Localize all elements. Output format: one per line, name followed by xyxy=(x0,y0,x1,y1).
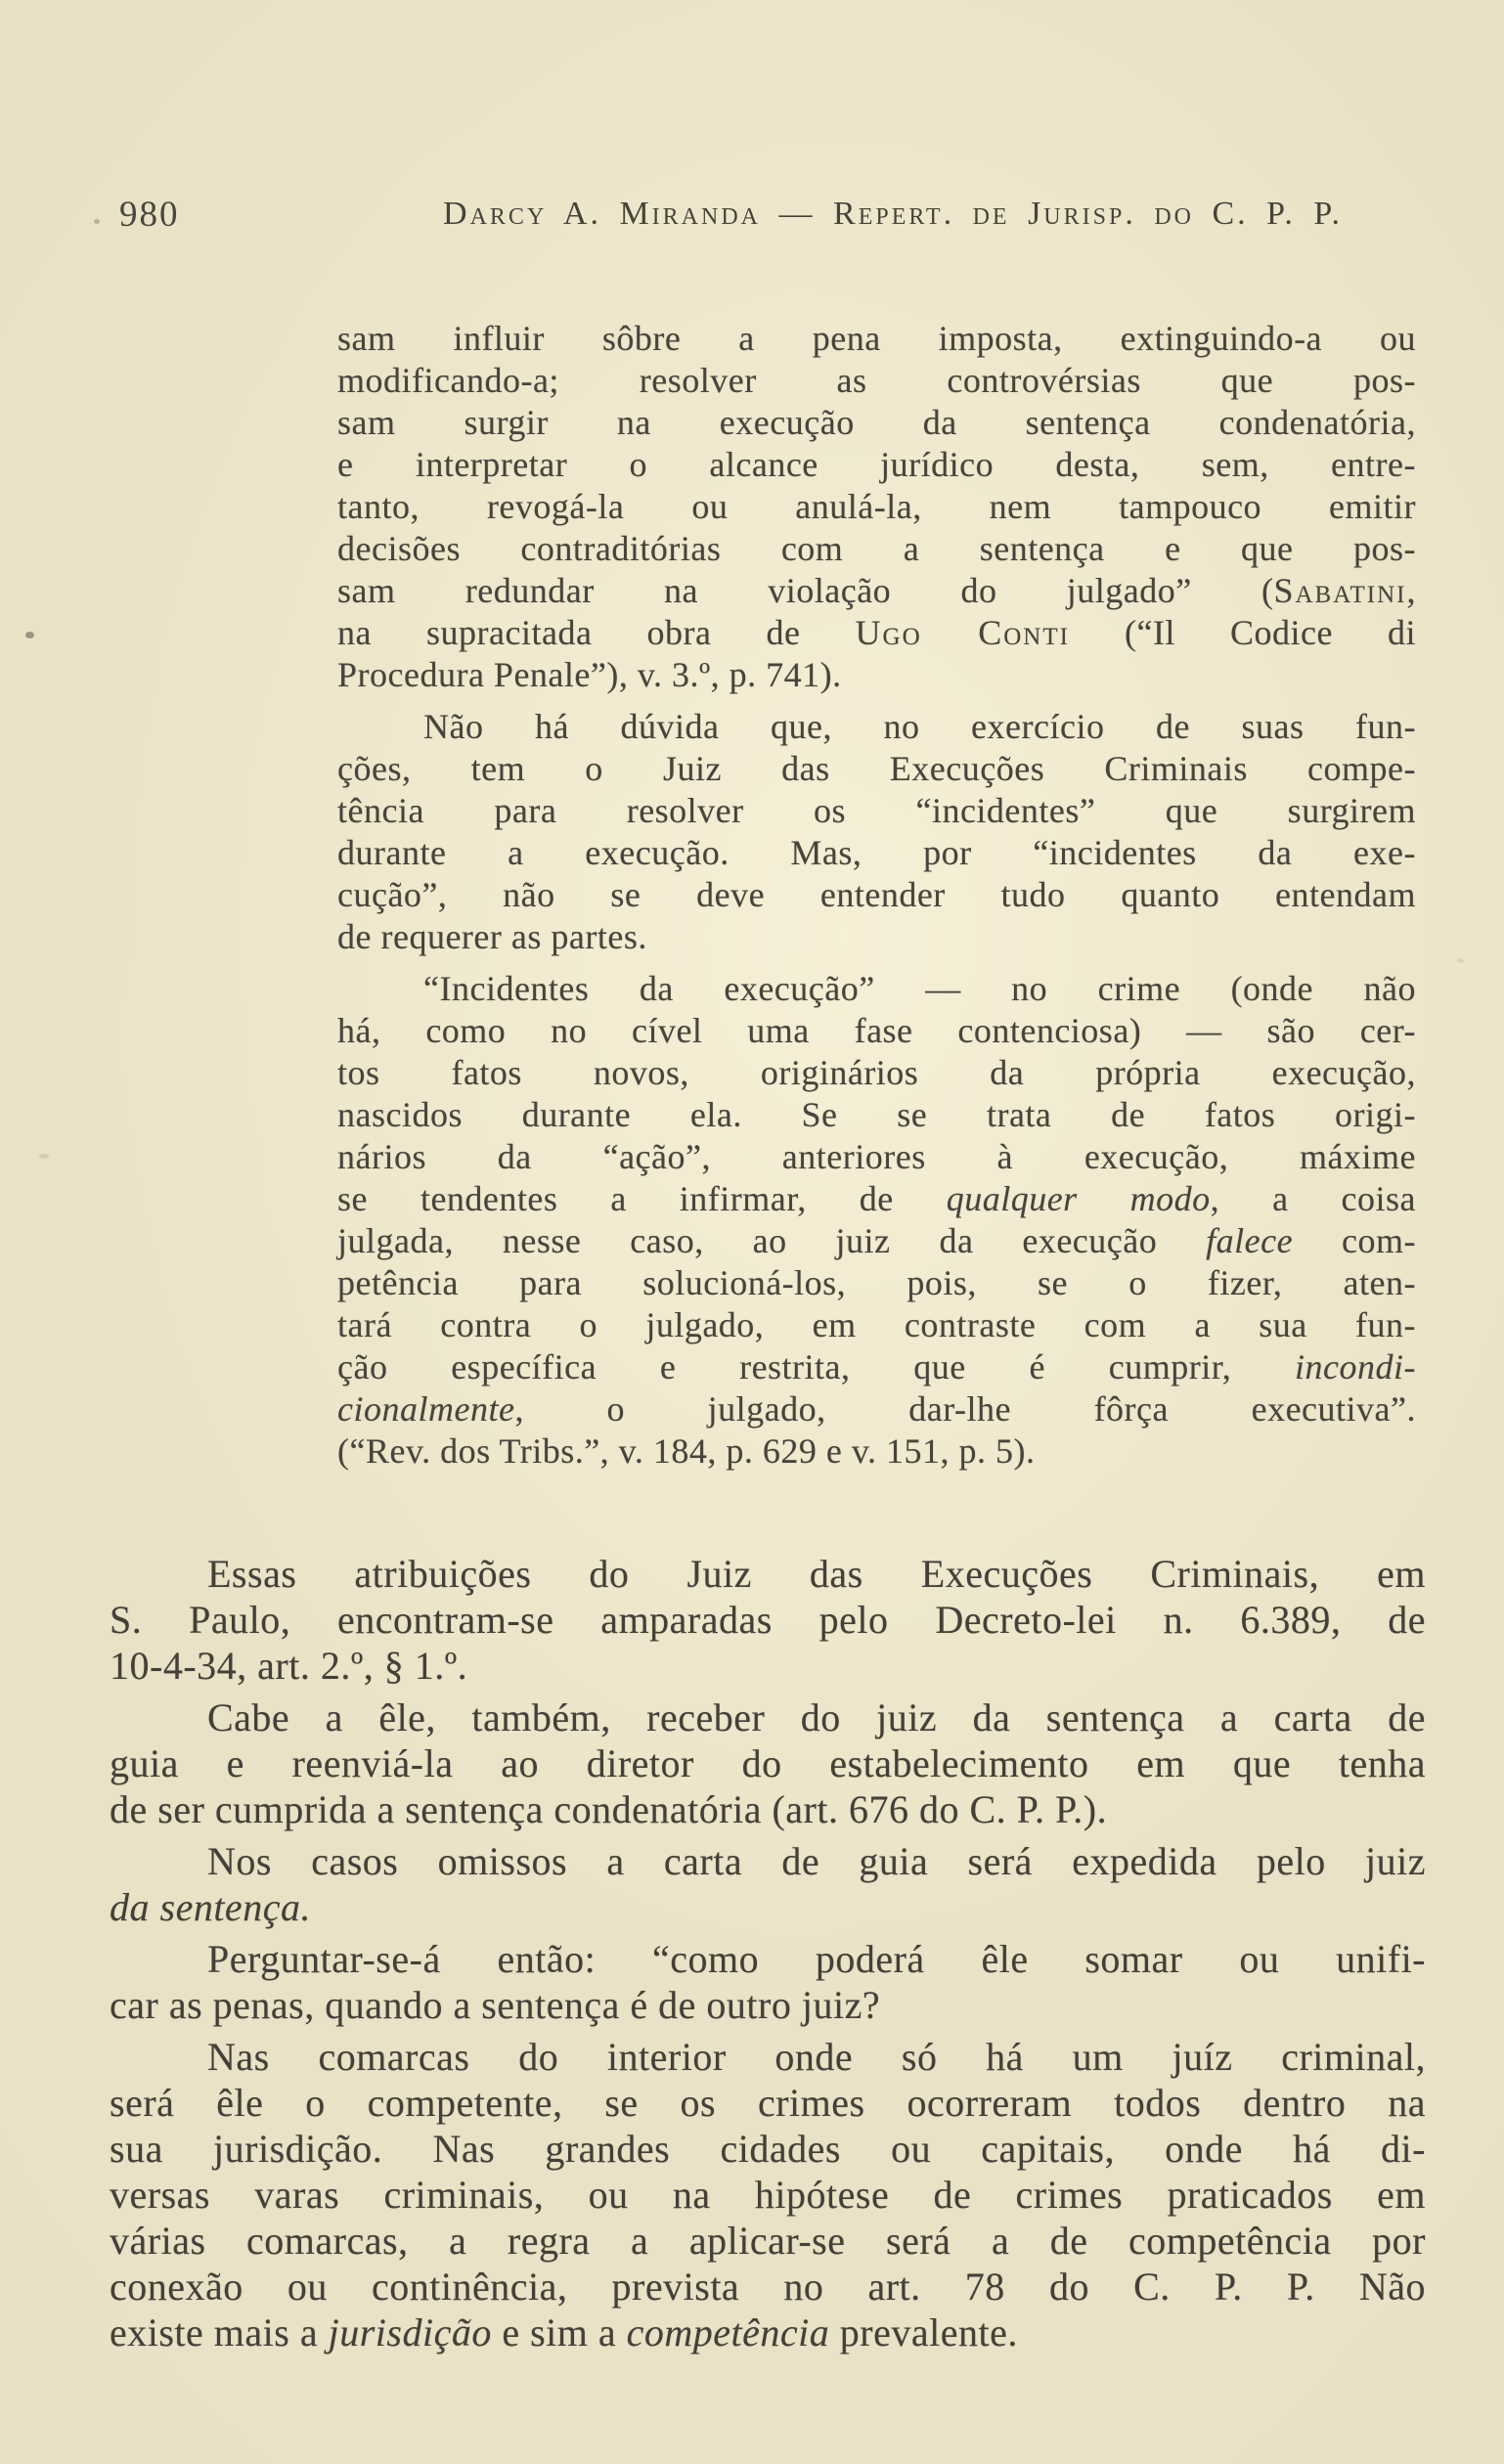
text-run: na supracitada obra de xyxy=(337,613,856,652)
text-run: de ser cumprida a sentença condenatória (art. 676 do C. P. P.). xyxy=(110,1787,1108,1831)
text-run: jurisdição xyxy=(328,2310,492,2354)
text-line xyxy=(110,1786,1426,1832)
text-line xyxy=(337,1262,1416,1304)
text-line xyxy=(337,1346,1416,1388)
text-line xyxy=(337,1304,1416,1346)
page-header xyxy=(0,194,1504,242)
author-name: Sabatini xyxy=(1273,571,1407,610)
text-line xyxy=(110,1982,1426,2028)
text-line xyxy=(337,486,1416,528)
running-title: Darcy A. Miranda — Repert. de Jurisp. do C. P. P. xyxy=(443,196,1343,232)
text-run: Perguntar-se-á então: “como poderá êle somar ou unifi- xyxy=(207,1937,1426,1981)
text-line xyxy=(110,1740,1426,1786)
page-number: 980 xyxy=(119,195,180,235)
quote-paragraph xyxy=(337,968,1416,1473)
text-run: cionalmente xyxy=(337,1389,515,1429)
quotation-block xyxy=(337,318,1416,1473)
text-run: da sentença. xyxy=(110,1885,311,1929)
text-run: com- xyxy=(1293,1221,1416,1260)
text-run: ção específica e restrita, que é cumprir, xyxy=(337,1347,1296,1386)
text-line xyxy=(110,1694,1426,1740)
text-line xyxy=(337,1010,1416,1052)
text-run: cução”, não se deve entender tudo quanto entendam xyxy=(337,875,1416,914)
text-line xyxy=(110,2126,1426,2172)
text-run: 10-4-34, art. 2.º, § 1.º. xyxy=(110,1644,468,1688)
text-line xyxy=(110,1884,1426,1930)
text-line xyxy=(337,1388,1416,1430)
scan-artifact xyxy=(25,632,34,638)
text-line xyxy=(337,612,1416,654)
text-line xyxy=(337,1430,1416,1473)
text-run: sam redundar na violação do julgado” ( xyxy=(337,571,1274,610)
text-run: Cabe a êle, também, receber do juiz da sentença a carta de xyxy=(207,1695,1426,1739)
text-line xyxy=(110,2172,1426,2218)
scan-artifact xyxy=(39,1154,49,1159)
body-paragraph xyxy=(110,2034,1426,2355)
text-line xyxy=(337,706,1416,748)
author-name: Ugo Conti xyxy=(855,613,1070,652)
text-line xyxy=(110,2034,1426,2080)
body-paragraph xyxy=(110,1694,1426,1832)
text-line xyxy=(337,528,1416,570)
text-line xyxy=(337,832,1416,874)
scan-artifact xyxy=(1457,958,1464,963)
text-line xyxy=(337,748,1416,790)
text-run: modificando-a; resolver as controvérsias que pos- xyxy=(337,361,1416,400)
text-run: tanto, revogá-la ou anulá-la, nem tampouco emitir xyxy=(337,487,1416,526)
text-line xyxy=(337,1220,1416,1262)
text-run: tência para resolver os “incidentes” que surgirem xyxy=(337,791,1416,830)
text-run: , o julgado, dar-lhe fôrça executiva”. xyxy=(514,1389,1416,1429)
text-run: guia e reenviá-la ao diretor do estabelecimento em que tenha xyxy=(110,1741,1426,1785)
body-text-block xyxy=(110,1551,1426,2355)
text-line xyxy=(110,1936,1426,1982)
text-line xyxy=(110,1597,1426,1643)
text-line xyxy=(110,2310,1426,2355)
body-paragraph xyxy=(110,1838,1426,1930)
text-line xyxy=(110,2264,1426,2310)
text-run: versas varas criminais, ou na hipótese de crimes praticados em xyxy=(110,2173,1426,2217)
text-line xyxy=(337,402,1416,444)
text-run: conexão ou continência, prevista no art. 78 do C. P. P. Não xyxy=(110,2265,1426,2309)
text-run: car as penas, quando a sentença é de outro juiz? xyxy=(110,1983,881,2027)
text-run: Procedura Penale”), v. 3.º, p. 741). xyxy=(337,655,842,694)
text-line xyxy=(337,968,1416,1010)
text-run: Não há dúvida que, no exercício de suas fun- xyxy=(423,707,1416,746)
text-run: ções, tem o Juiz das Execuções Criminais compe- xyxy=(337,749,1416,788)
text-run: incondi- xyxy=(1295,1347,1416,1386)
text-run: sam influir sôbre a pena imposta, extinguindo-a ou xyxy=(337,319,1416,358)
text-line xyxy=(337,1136,1416,1178)
text-run: Nos casos omissos a carta de guia será expedida pelo juiz xyxy=(207,1839,1426,1883)
text-run: (“Il Codice di xyxy=(1069,613,1416,652)
quote-paragraph xyxy=(337,706,1416,958)
body-paragraph xyxy=(110,1936,1426,2028)
text-run: várias comarcas, a regra a aplicar-se será a de competência por xyxy=(110,2219,1426,2263)
text-line xyxy=(110,1643,1426,1689)
text-run: Nas comarcas do interior onde só há um juíz criminal, xyxy=(207,2035,1426,2079)
text-line xyxy=(337,1094,1416,1136)
text-column xyxy=(110,318,1426,2355)
quote-paragraph xyxy=(337,318,1416,696)
text-run: sua jurisdição. Nas grandes cidades ou capitais, onde há di- xyxy=(110,2127,1426,2171)
text-run: S. Paulo, encontram-se amparadas pelo Decreto-lei n. 6.389, de xyxy=(110,1598,1426,1642)
text-run: existe mais a xyxy=(110,2310,329,2354)
text-line xyxy=(337,654,1416,696)
text-run: petência para solucioná-los, pois, se o fizer, aten- xyxy=(337,1263,1416,1302)
body-paragraph xyxy=(110,1551,1426,1689)
text-line xyxy=(337,570,1416,612)
text-run: há, como no cível uma fase contenciosa) — são cer- xyxy=(337,1011,1416,1050)
text-run: qualquer modo xyxy=(946,1179,1211,1218)
text-run: e interpretar o alcance jurídico desta, sem, entre- xyxy=(337,445,1416,484)
text-line xyxy=(337,444,1416,486)
text-run: julgada, nesse caso, ao juiz da execução xyxy=(337,1221,1207,1260)
text-line xyxy=(337,1052,1416,1094)
text-run: decisões contraditórias com a sentença e que pos- xyxy=(337,529,1416,568)
text-run: e sim a xyxy=(491,2310,627,2354)
text-run: nários da “ação”, anteriores à execução, máxime xyxy=(337,1137,1416,1176)
text-run: , a coisa xyxy=(1210,1179,1416,1218)
text-line xyxy=(337,360,1416,402)
text-run: Essas atribuições do Juiz das Execuções Criminais, em xyxy=(207,1552,1426,1596)
text-line xyxy=(337,916,1416,958)
text-run: sam surgir na execução da sentença condenatória, xyxy=(337,403,1416,442)
text-line xyxy=(337,790,1416,832)
text-line xyxy=(110,2080,1426,2126)
text-run: nascidos durante ela. Se se trata de fatos origi- xyxy=(337,1095,1416,1134)
text-line xyxy=(110,1551,1426,1597)
text-run: falece xyxy=(1206,1221,1294,1260)
text-run: competência xyxy=(626,2310,830,2354)
text-run: tos fatos novos, originários da própria execução, xyxy=(337,1053,1416,1092)
text-run: tará contra o julgado, em contraste com a sua fun- xyxy=(337,1305,1416,1344)
text-run: , xyxy=(1406,571,1416,610)
text-run: de requerer as partes. xyxy=(337,917,647,956)
text-run: “Incidentes da execução” — no crime (onde não xyxy=(423,969,1416,1008)
text-run: durante a execução. Mas, por “incidentes da exe- xyxy=(337,833,1416,872)
text-run: prevalente. xyxy=(829,2310,1018,2354)
text-line xyxy=(337,874,1416,916)
text-line xyxy=(110,2218,1426,2264)
text-line xyxy=(110,1838,1426,1884)
text-run: será êle o competente, se os crimes ocorreram todos dentro na xyxy=(110,2081,1426,2125)
text-line xyxy=(337,318,1416,360)
text-run: (“Rev. dos Tribs.”, v. 184, p. 629 e v. 151, p. 5). xyxy=(337,1431,1036,1471)
text-line xyxy=(337,1178,1416,1220)
text-run: se tendentes a infirmar, de xyxy=(337,1179,947,1218)
